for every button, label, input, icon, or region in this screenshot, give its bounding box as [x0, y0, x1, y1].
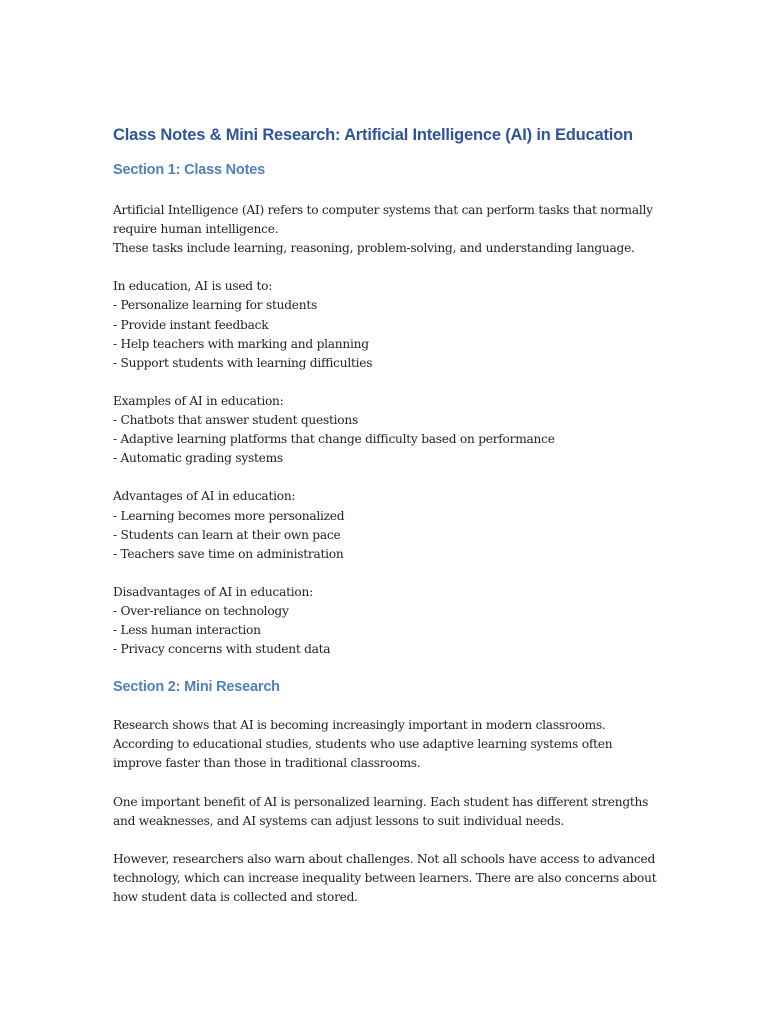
list-item: - Privacy concerns with student data	[113, 642, 331, 657]
research-paragraph	[113, 850, 673, 907]
document-title: Class Notes & Mini Research: Artificial Intelligence (AI) in Education	[113, 126, 633, 144]
list-item: - Support students with learning difficulties	[113, 355, 373, 370]
intro-line: Artificial Intelligence (AI) refers to computer systems that can perform tasks that normally	[113, 203, 653, 217]
list-item: - Teachers save time on administration	[113, 546, 344, 561]
intro-line: require human intelligence.	[113, 222, 279, 237]
paragraph-line: One important benefit of AI is personalized learning. Each student has different strengths	[113, 794, 649, 809]
paragraph-line: According to educational studies, students who use adaptive learning systems often	[113, 737, 613, 752]
list-item: - Automatic grading systems	[113, 451, 283, 466]
research-paragraph	[113, 793, 673, 831]
list-item: - Less human interaction	[113, 623, 261, 638]
uses-label: In education, AI is used to:	[113, 279, 273, 294]
list-item: - Provide instant feedback	[113, 317, 269, 332]
paragraph-line: how student data is collected and stored.	[113, 890, 358, 905]
list-item: - Chatbots that answer student questions	[113, 413, 358, 428]
paragraph-line: Research shows that AI is becoming increasingly important in modern classrooms.	[113, 718, 606, 733]
intro-line: These tasks include learning, reasoning, problem-solving, and understanding language.	[113, 241, 635, 256]
research-paragraph	[113, 716, 673, 773]
disadvantages-list	[113, 583, 673, 659]
paragraph-line: improve faster than those in traditional classrooms.	[113, 756, 421, 771]
paragraph-line: technology, which can increase inequality between learners. There are also concerns about	[113, 871, 657, 885]
paragraph-line: and weaknesses, and AI systems can adjust lessons to suit individual needs.	[113, 813, 565, 828]
list-item: - Students can learn at their own pace	[113, 527, 341, 542]
document-content	[113, 122, 673, 907]
list-item: - Learning becomes more personalized	[113, 508, 345, 523]
section-1-heading: Section 1: Class Notes	[113, 162, 265, 178]
examples-label: Examples of AI in education:	[113, 393, 284, 408]
section-2-heading: Section 2: Mini Research	[113, 679, 280, 696]
disadvantages-label: Disadvantages of AI in education:	[113, 584, 313, 599]
list-item: - Personalize learning for students	[113, 298, 317, 313]
intro-paragraph	[113, 201, 673, 258]
advantages-label: Advantages of AI in education:	[113, 489, 296, 504]
list-item: - Help teachers with marking and planning	[113, 336, 369, 351]
paragraph-line: However, researchers also warn about challenges. Not all schools have access to advanced	[113, 851, 656, 866]
list-item: - Over-reliance on technology	[113, 603, 289, 618]
uses-list	[113, 277, 673, 372]
examples-list	[113, 392, 673, 468]
advantages-list	[113, 487, 673, 563]
list-item: - Adaptive learning platforms that change difficulty based on performance	[113, 432, 555, 447]
